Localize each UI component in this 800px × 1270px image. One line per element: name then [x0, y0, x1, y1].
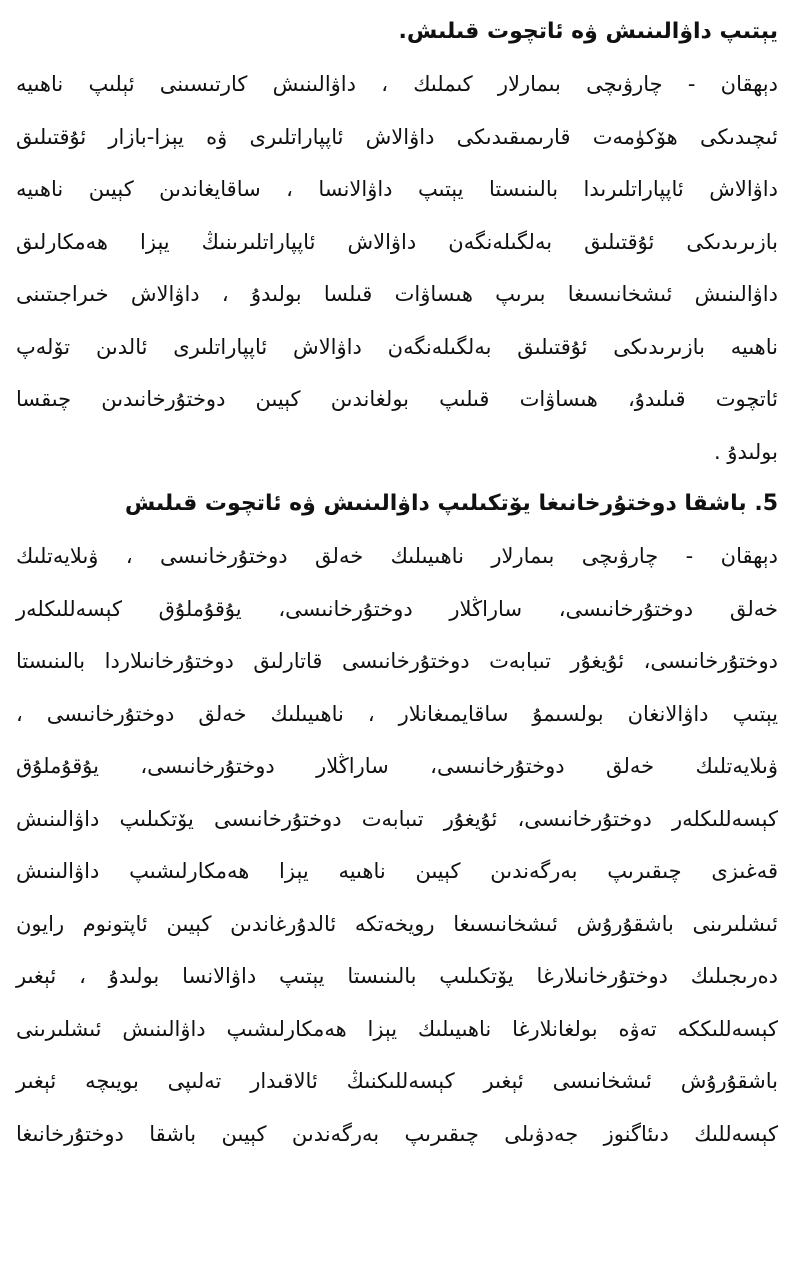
- paragraph-line: دېھقان - چارۋىچى بىمارلار ناھىيىلىك خەلق دوختۇرخانىسى ، ۋىلايەتلىك: [16, 544, 778, 568]
- paragraph-line: كېسەللىككە تەۋە بولغانلارغا ناھىيىلىك يېزا ھەمكارلىشىپ داۋالىنىش ئىشلىرىنى: [16, 1016, 778, 1041]
- paragraph-line: بازىرىدىكى ئۇقتىلىق بەلگىلەنگەن داۋالاش ئاپپاراتلىرىنىڭ يېزا ھەمكارلىق: [16, 229, 778, 254]
- paragraph-line: دوختۇرخانىسى، ئۇيغۇر تىبابەت دوختۇرخانىسى قاتارلىق دوختۇرخانىلاردا بالىنىستا: [16, 649, 778, 673]
- paragraph-line: ئاتچوت قىلىدۇ، ھىساۋات قىلىپ بولغاندىن كېيىن دوختۇرخانىدىن چىقسا: [16, 387, 778, 411]
- paragraph-line: خەلق دوختۇرخانىسى، ساراڭلار دوختۇرخانىسى، يۇقۇملۇق كېسەللىكلەر: [16, 596, 778, 621]
- paragraph-line: ئىشلىرىنى باشقۇرۇش ئىشخانىسىغا رويخەتكە ئالدۇرغاندىن كېيىن ئاپتونوم رايون: [16, 911, 778, 936]
- paragraph-line: كېسەللىكلەر دوختۇرخانىسى، ئۇيغۇر تىبابەت دوختۇرخانىسى يۆتكىلىپ داۋالىنىش: [16, 806, 778, 831]
- paragraph-line: داۋالاش ئاپپاراتلىرىدا بالىنىستا يېتىپ داۋالانسا ، ساقايغاندىن كېيىن ناھىيە: [16, 177, 778, 201]
- paragraph-line: يېتىپ داۋالانغان بولسىمۇ ساقايمىغانلار ، ناھىيىلىك خەلق دوختۇرخانىسى ،: [16, 701, 778, 726]
- paragraph-line: ئىچىدىكى ھۆكۈمەت قارىمىقىدىكى داۋالاش ئاپپاراتلىرى ۋە يېزا-بازار ئۇقتىلىق: [16, 124, 778, 149]
- section-heading: يېتىپ داۋالىنىش ۋە ئاتچوت قىلىش.: [398, 19, 778, 44]
- paragraph-line: باشقۇرۇش ئىشخانىسى ئېغىر كېسەللىكنىڭ ئالاقىدار تەلىپى بويىچە ئېغىر: [16, 1069, 778, 1093]
- section-transfer: [16, 478, 778, 1160]
- paragraph-line: دېھقان - چارۋىچى بىمارلار كىملىك ، داۋالىنىش كارتىسىنى ئېلىپ ناھىيە: [16, 72, 778, 96]
- section-inpatient: [16, 6, 778, 478]
- section-heading: 5. باشقا دوختۇرخانىغا يۆتكىلىپ داۋالىنىش ۋە ئاتچوت قىلىش: [124, 491, 778, 516]
- paragraph-line: كېسەللىك دىئاگنوز جەدۋىلى چىقىرىپ بەرگەندىن كېيىن باشقا دوختۇرخانىغا: [16, 1121, 778, 1146]
- paragraph-line: داۋالىنىش ئىشخانىسىغا بىرىپ ھىساۋات قىلسا بولىدۇ ، داۋالاش خىراجىتىنى: [16, 282, 778, 306]
- paragraph-line: ناھىيە بازىرىدىكى ئۇقتىلىق بەلگىلەنگەن داۋالاش ئاپپاراتلىرى ئالدىن تۆلەپ: [16, 334, 778, 359]
- paragraph-line: قەغىزى چىقىرىپ بەرگەندىن كېيىن ناھىيە يېزا ھەمكارلىشىپ داۋالىنىش: [16, 859, 778, 883]
- paragraph-line: بولىدۇ .: [714, 439, 778, 464]
- paragraph-line: ۋىلايەتلىك خەلق دوختۇرخانىسى، ساراڭلار دوختۇرخانىسى، يۇقۇملۇق: [16, 754, 778, 778]
- paragraph-line: دەرىجىلىك دوختۇرخانىلارغا يۆتكىلىپ بالىنىستا يېتىپ داۋالانسا بولىدۇ ، ئېغىر: [16, 964, 778, 988]
